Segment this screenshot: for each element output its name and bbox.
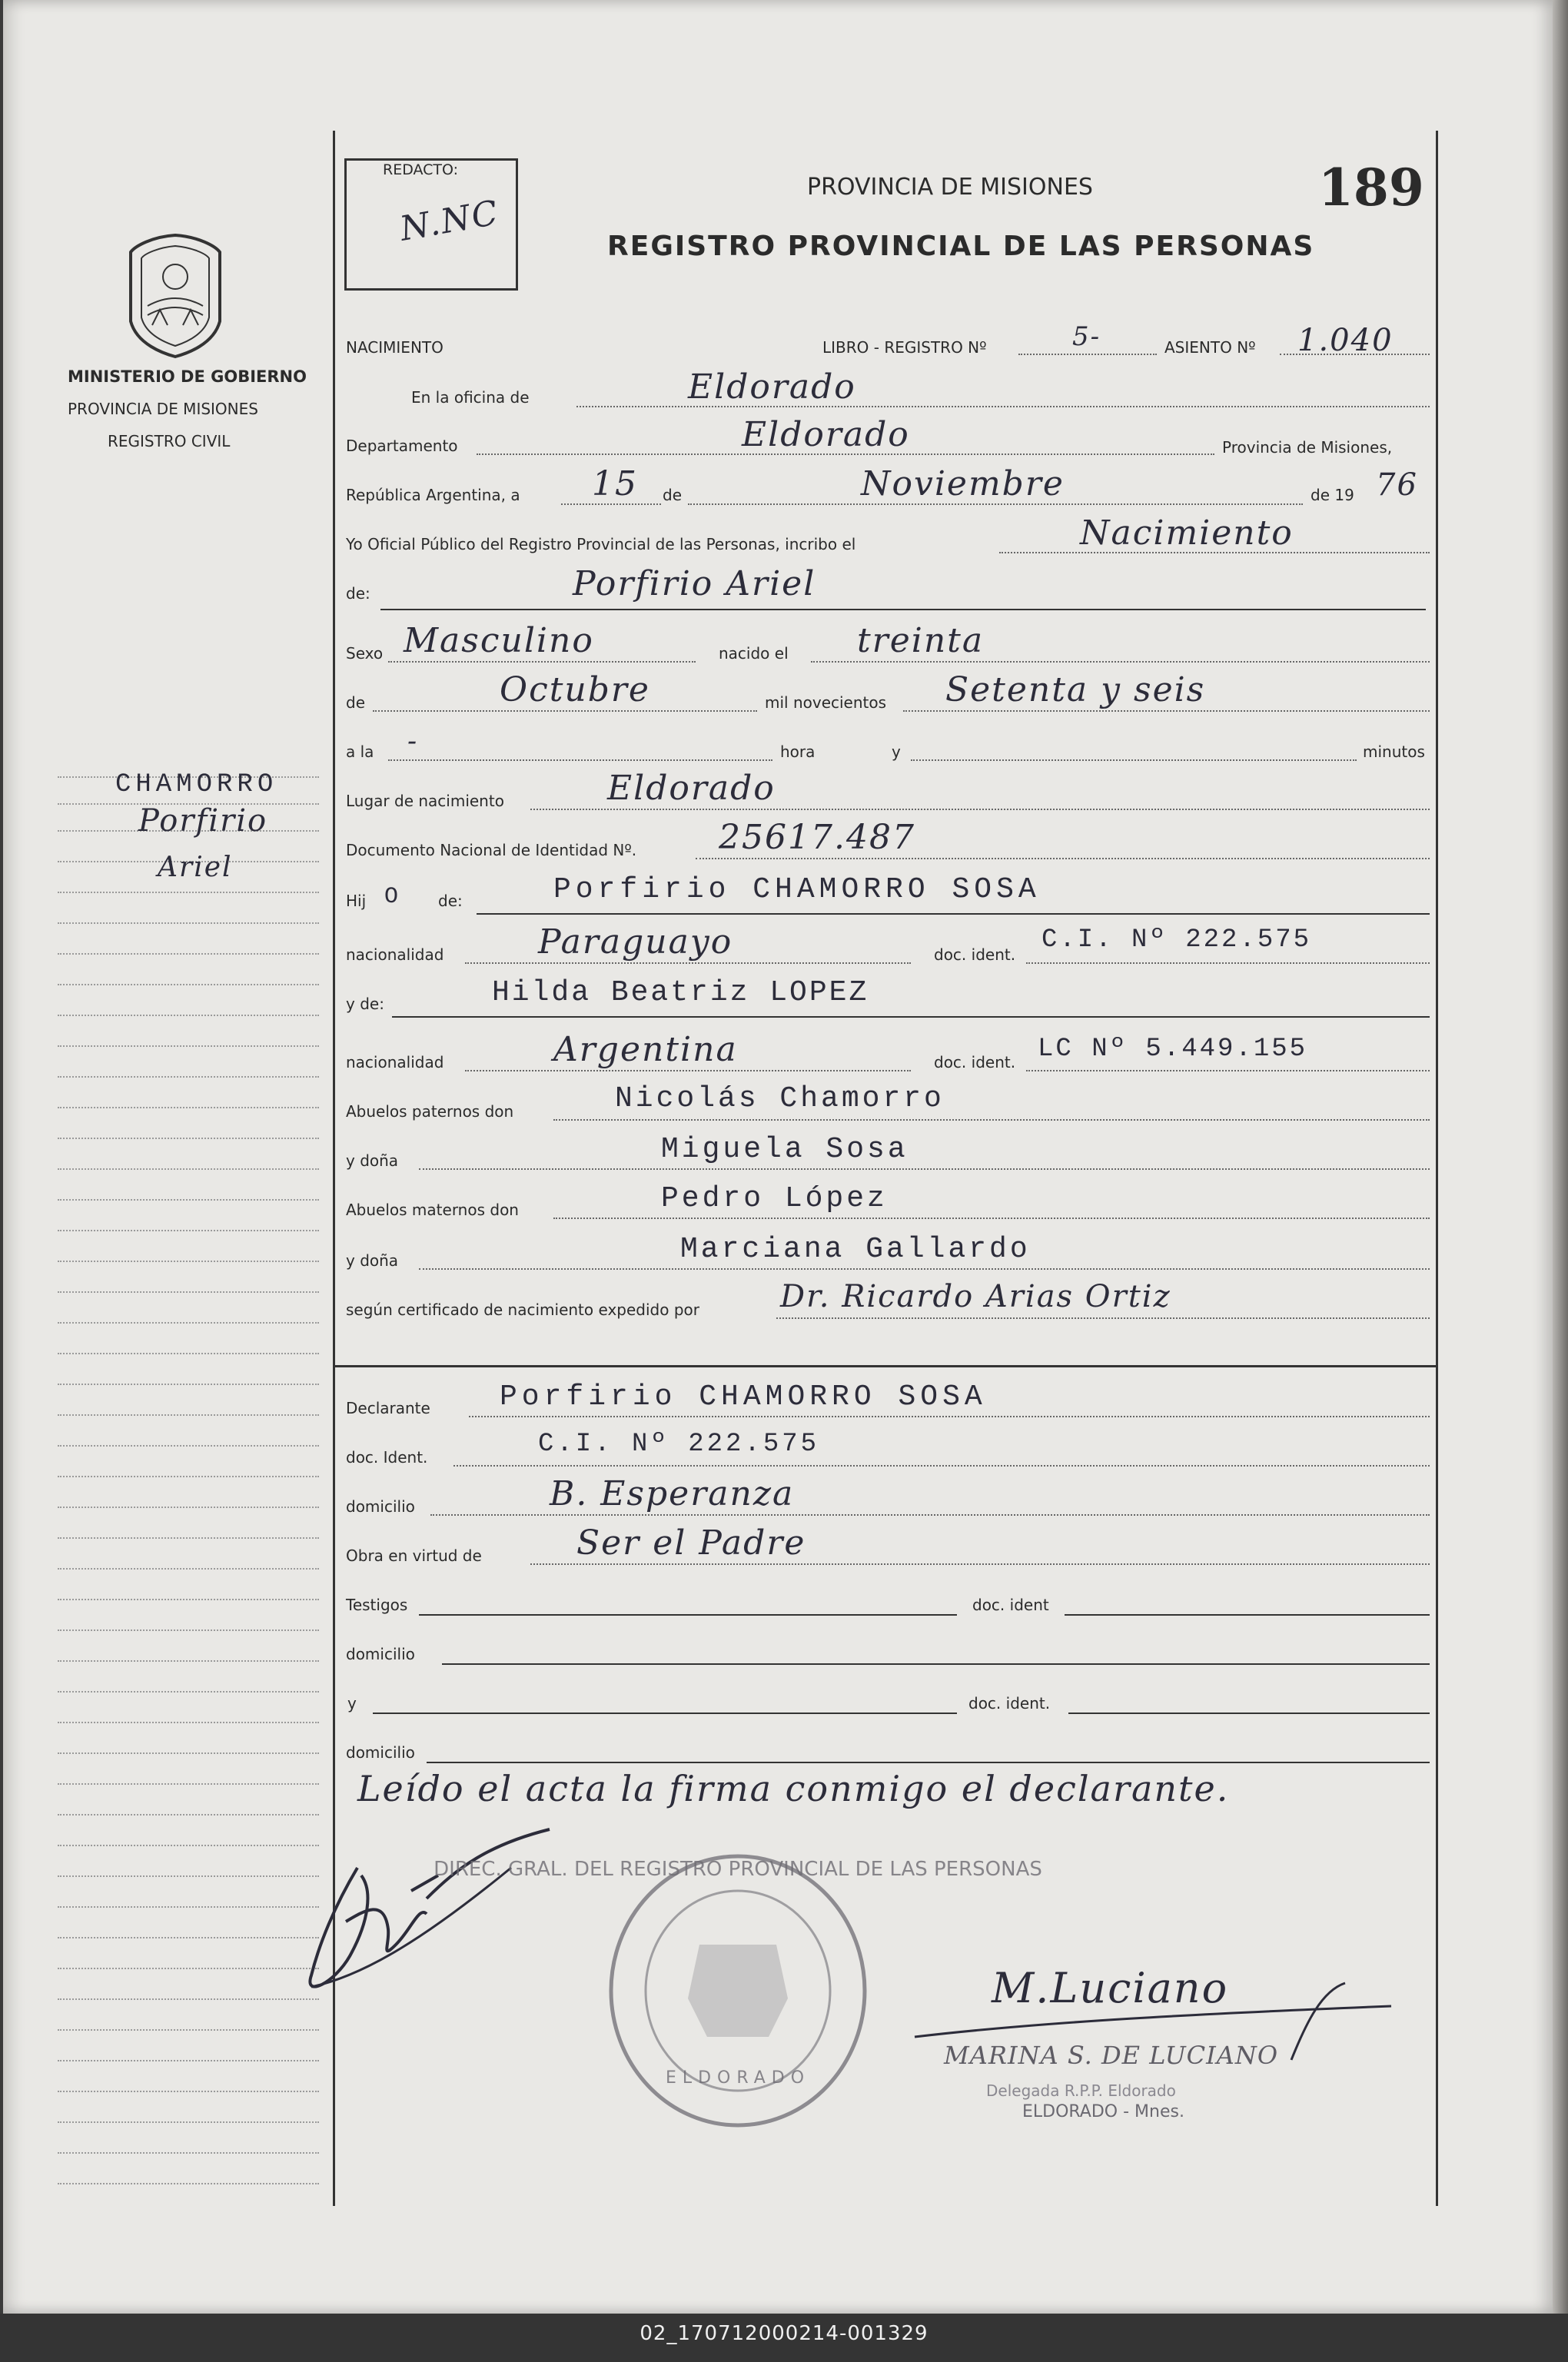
provincia-label: Provincia de Misiones,: [1222, 438, 1393, 457]
oficial-label: Yo Oficial Público del Registro Provincial de las Personas, incribo el: [346, 535, 856, 553]
nac2-label: nacionalidad: [346, 1053, 444, 1071]
declarante-label: Declarante: [346, 1399, 430, 1417]
official-place: ELDORADO - Mnes.: [1022, 2102, 1184, 2121]
testigos-label: Testigos: [346, 1596, 408, 1614]
section-divider: [334, 1365, 1437, 1367]
domicilio3-label: domicilio: [346, 1743, 415, 1762]
domicilio1-label: domicilio: [346, 1497, 415, 1516]
de2-label: de:: [346, 584, 370, 603]
docident2-label: doc. ident.: [934, 1053, 1016, 1071]
docident4-label: doc. ident: [972, 1596, 1049, 1614]
segun-label: según certificado de nacimiento expedido por: [346, 1301, 699, 1319]
y-label: y: [892, 742, 901, 761]
nacimiento-label: NACIMIENTO: [346, 338, 443, 357]
nacido-label: nacido el: [719, 644, 789, 663]
oficina-value: Eldorado: [688, 367, 856, 407]
nacido-value: treinta: [857, 621, 985, 660]
page-edge: [1553, 0, 1568, 2314]
margin-note-surname: CHAMORRO: [115, 770, 278, 799]
anio-prefix: de 19: [1311, 486, 1354, 504]
de3-label: de: [346, 693, 365, 712]
abuelo-pat-value: Nicolás Chamorro: [615, 1082, 945, 1115]
madre-value: Hilda Beatriz LOPEZ: [492, 976, 869, 1009]
declarant-signature: [304, 1822, 565, 1998]
padre-value: Porfirio CHAMORRO SOSA: [553, 873, 1041, 906]
documento-label: Documento Nacional de Identidad Nº.: [346, 841, 637, 859]
docident5-label: doc. ident.: [968, 1694, 1051, 1713]
dona2-label: y doña: [346, 1251, 399, 1270]
anio-value: 76: [1376, 467, 1418, 503]
ala-value: -: [407, 726, 419, 757]
lugar-value: Eldorado: [607, 769, 776, 808]
closing-text: Leído el acta la firma conmigo el declarante.: [357, 1768, 1230, 1809]
obra-label: Obra en virtud de: [346, 1546, 482, 1565]
segun-value: Dr. Ricardo Arias Ortiz: [780, 1279, 1171, 1314]
abuelos-mat-label: Abuelos maternos don: [346, 1201, 519, 1219]
ministry-title: MINISTERIO DE GOBIERNO: [68, 367, 307, 386]
yde-label: y de:: [346, 995, 384, 1013]
redacto-label: REDACTO:: [383, 161, 459, 178]
domicilio1-value: B. Esperanza: [550, 1474, 795, 1513]
official-signature: M.Luciano: [992, 1964, 1229, 2012]
sexo-label: Sexo: [346, 644, 384, 663]
abuelos-pat-label: Abuelos paternos don: [346, 1102, 514, 1121]
oficial-value: Nacimiento: [1080, 513, 1294, 553]
official-role: Delegada R.P.P. Eldorado: [986, 2081, 1176, 2100]
right-border-line: [1436, 131, 1438, 2206]
round-stamp-bottom: ELDORADO: [665, 2068, 811, 2088]
lugar-label: Lugar de nacimiento: [346, 792, 504, 810]
departamento-label: Departamento: [346, 437, 458, 455]
obra-value: Ser el Padre: [576, 1523, 806, 1563]
declarante-value: Porfirio CHAMORRO SOSA: [500, 1380, 987, 1414]
nombre-value: Porfirio Ariel: [573, 564, 816, 603]
docident3-label: doc. Ident.: [346, 1448, 428, 1467]
abuelo-mat-value: Pedro López: [661, 1182, 888, 1215]
oficina-label: En la oficina de: [411, 388, 530, 407]
documento-value: 25617.487: [719, 818, 915, 857]
minutos-label: minutos: [1363, 742, 1425, 761]
hijo-label: Hij: [346, 892, 367, 910]
hijo-de-label: de:: [438, 892, 463, 910]
nac2-value: Argentina: [553, 1030, 738, 1069]
round-stamp-text: DIREC. GRAL. DEL REGISTRO PROVINCIAL DE LAS PERSONAS: [434, 1858, 1042, 1881]
asiento-label: ASIENTO Nº: [1164, 338, 1256, 357]
anio-nac-value: Setenta y seis: [945, 670, 1206, 709]
mes-value: Noviembre: [861, 464, 1065, 503]
image-code: 02_170712000214-001329: [639, 2322, 929, 2345]
folio-number: 189: [1318, 158, 1424, 218]
republica-label: República Argentina, a: [346, 486, 520, 504]
departamento-value: Eldorado: [742, 415, 910, 454]
official-name: MARINA S. DE LUCIANO: [944, 2041, 1279, 2070]
official-round-stamp: [434, 1845, 1042, 2137]
libro-value: 5-: [1072, 321, 1101, 352]
docident1-value: C.I. Nº 222.575: [1041, 925, 1312, 955]
nac1-value: Paraguayo: [538, 922, 733, 962]
margin-note-name1: Porfirio: [138, 803, 268, 839]
y2-label: y: [347, 1694, 357, 1713]
dona1-label: y doña: [346, 1151, 399, 1170]
hijo-suffix: O: [384, 884, 404, 910]
docident3-value: C.I. Nº 222.575: [538, 1430, 820, 1459]
libro-label: LIBRO - REGISTRO Nº: [822, 338, 987, 357]
registry-title: REGISTRO PROVINCIAL DE LAS PERSONAS: [607, 231, 1315, 262]
abuela-pat-value: Miguela Sosa: [661, 1133, 909, 1166]
de-label: de: [663, 486, 682, 504]
margin-note-name2: Ariel: [158, 852, 233, 883]
dia-value: 15: [592, 464, 638, 503]
domicilio2-label: domicilio: [346, 1645, 415, 1663]
sexo-value: Masculino: [404, 621, 594, 660]
mil-label: mil novecientos: [765, 693, 887, 712]
nac1-label: nacionalidad: [346, 945, 444, 964]
province-title: PROVINCIA DE MISIONES: [807, 174, 1093, 201]
docident1-label: doc. ident.: [934, 945, 1016, 964]
ministry-registry: REGISTRO CIVIL: [108, 432, 231, 450]
ministry-province: PROVINCIA DE MISIONES: [68, 400, 258, 418]
province-seal-icon: [121, 229, 229, 360]
redacto-value: N.NC: [397, 193, 503, 249]
docident2-value: LC Nº 5.449.155: [1038, 1035, 1308, 1064]
asiento-value: 1.040: [1297, 323, 1394, 358]
ala-label: a la: [346, 742, 374, 761]
hora-label: hora: [780, 742, 816, 761]
abuela-mat-value: Marciana Gallardo: [680, 1233, 1031, 1266]
mes-nac-value: Octubre: [500, 670, 650, 709]
